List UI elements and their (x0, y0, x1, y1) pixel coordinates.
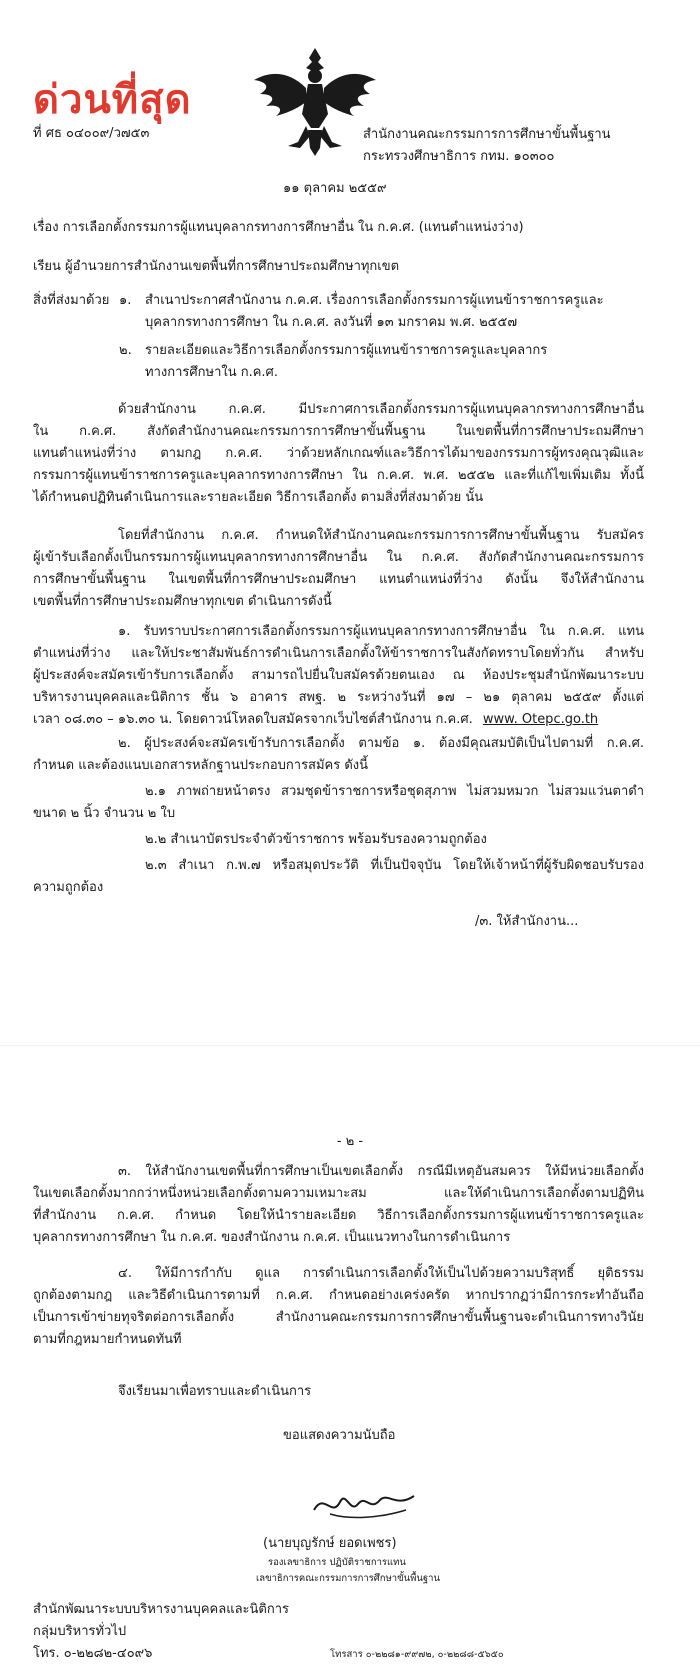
page-number: - ๒ - (336, 1134, 364, 1149)
org-name-line1: สำนักงานคณะกรรมการการศึกษาขั้นพื้นฐาน (363, 127, 611, 142)
sub-item-line: ๒.๑ ภาพถ่ายหน้าตรง สวมชุดข้าราชการหรือชุดสุภาพ ไม่สวมหมวก ไม่สวมแว่นตาดำ (145, 784, 644, 799)
page-divider (0, 1045, 700, 1046)
paragraph-line: กำหนด และต้องแนบเอกสารหลักฐานประกอบการสมัคร ดังนี้ (33, 758, 369, 773)
paragraph-line: บุคลากรทางการศึกษา ใน ก.ค.ศ. ของสำนักงาน ก.ค.ศ. เป็นแนวทางในการดำเนินการ (33, 1230, 511, 1245)
paragraph-line: เขตพื้นที่การศึกษาประถมศึกษาทุกเขต ดำเนินการดังนี้ (33, 594, 332, 609)
enclosure-item-2-line2: ทางการศึกษาใน ก.ค.ศ. (145, 365, 278, 380)
paragraph-line: บริหารงานบุคคลและนิติการ ชั้น ๖ อาคาร สพฐ. ๒ ระหว่างวันที่ ๑๗ – ๒๑ ตุลาคม ๒๕๕๙ ตั้งแต่ (33, 690, 644, 705)
paragraph-line: ด้วยสำนักงาน ก.ค.ศ. มีประกาศการเลือกตั้งกรรมการผู้แทนบุคลากรทางการศึกษาอื่น (118, 402, 644, 417)
sub-item-line: ๒.๒ สำเนาบัตรประจำตัวข้าราชการ พร้อมรับรองความถูกต้อง (145, 832, 487, 847)
paragraph-line: เป็นการเข้าข่ายทุจริตต่อการเลือกตั้ง สำนักงานคณะกรรมการการศึกษาขั้นพื้นฐานจะดำเนินการทางวินัย (33, 1310, 644, 1325)
website-link[interactable]: www. Otepc.go.th (482, 712, 599, 727)
enclosure-item-2-line1: รายละเอียดและวิธีการเลือกตั้งกรรมการผู้แทนข้าราชการครูและบุคลากร (145, 343, 548, 358)
paragraph-line: ๓. ให้สำนักงานเขตพื้นที่การศึกษาเป็นเขตเลือกตั้ง กรณีมีเหตุอันสมควร ให้มีหน่วยเลือกตั้ง (118, 1164, 644, 1179)
paragraph-line: ตำแหน่งที่ว่าง และให้ประชาสัมพันธ์การดำเนินการเลือกตั้งให้ข้าราชการในสังกัดทราบโดยทั่วกัน สำหรับ (33, 646, 644, 661)
paragraph-text: เวลา ๐๘.๓๐ – ๑๖.๓๐ น. โดยดาวน์โหลดใบสมัครจากเว็บไซต์สำนักงาน ก.ค.ศ. (33, 712, 473, 727)
paragraph-line: ๑. รับทราบประกาศการเลือกตั้งกรรมการผู้แทนบุคลากรทางการศึกษาอื่น ใน ก.ค.ศ. แทน (118, 624, 644, 639)
signer-position: เลขาธิการคณะกรรมการการศึกษาขั้นพื้นฐาน (256, 1573, 440, 1584)
enclosure-item-1-line1: สำเนาประกาศสำนักงาน ก.ค.ศ. เรื่องการเลือกตั้งกรรมการผู้แทนข้าราชการครูและ (145, 293, 604, 308)
enclosure-item-1-line2: บุคลากรทางการศึกษา ใน ก.ค.ศ. ลงวันที่ ๑๓ มกราคม พ.ศ. ๒๕๕๗ (145, 315, 518, 330)
org-name-line2: กระทรวงศึกษาธิการ กทม. ๑๐๓๐๐ (363, 149, 555, 164)
sub-item-line: ๒.๓ สำเนา ก.พ.๗ หรือสมุดประวัติ ที่เป็นปัจจุบัน โดยให้เจ้าหน้าที่ผู้รับผิดชอบรับรอง (145, 858, 644, 873)
footer-fax: โทรสาร ๐-๒๒๘๑-๙๙๗๒, ๐-๒๒๘๘-๕๖๕๐ (330, 1649, 504, 1660)
paragraph-line: ผู้ประสงค์จะสมัครเข้ารับการเลือกตั้ง สามารถไปยื่นใบสมัครด้วยตนเอง ณ ห้องประชุมสำนักพัฒนาระบบ (33, 668, 644, 683)
handwritten-signature (310, 1484, 420, 1524)
signer-name: (นายบุญรักษ์ ยอดเพชร) (263, 1536, 397, 1551)
sub-item-line: ความถูกต้อง (33, 880, 104, 895)
footer-office: สำนักพัฒนาระบบบริหารงานบุคคลและนิติการ (33, 1602, 290, 1617)
paragraph-line: การศึกษาขั้นพื้นฐาน ในเขตพื้นที่การศึกษาประถมศึกษา แทนตำแหน่งที่ว่าง ดังนั้น จึงให้สำนักงาน (33, 572, 644, 587)
paragraph-line: ได้กำหนดปฏิทินดำเนินการและรายละเอียด วิธีการเลือกตั้ง ตามสิ่งที่ส่งมาด้วย นั้น (33, 490, 484, 505)
paragraph-line: ใน ก.ค.ศ. สังกัดสำนักงานคณะกรรมการการศึกษาขั้นพื้นฐาน ในเขตพื้นที่การศึกษาประถมศึกษา (33, 424, 644, 439)
signer-position: รองเลขาธิการ ปฏิบัติราชการแทน (268, 1557, 406, 1568)
document-ref-number: ที่ ศธ ๐๔๐๐๙/ว๗๕๓ (33, 126, 150, 141)
enclosures-label: สิ่งที่ส่งมาด้วย (33, 293, 110, 308)
paragraph-line (33, 710, 598, 729)
footer-group: กลุ่มบริหารทั่วไป (33, 1624, 127, 1639)
garuda-emblem-icon (250, 42, 380, 162)
recipient-line: เรียน ผู้อำนวยการสำนักงานเขตพื้นที่การศึกษาประถมศึกษาทุกเขต (33, 259, 400, 274)
paragraph-line: แทนตำแหน่งที่ว่าง ตามกฎ ก.ค.ศ. ว่าด้วยหลักเกณฑ์และวิธีการได้มาของกรรมการผู้ทรงคุณวุฒิและ (33, 446, 644, 461)
closing-line: จึงเรียนมาเพื่อทราบและดำเนินการ (118, 1384, 312, 1399)
sub-item-line: ขนาด ๒ นิ้ว จำนวน ๒ ใบ (33, 806, 176, 821)
enclosure-number: ๑. (119, 293, 132, 308)
footer-tel: โทร. ๐-๒๒๘๒-๔๐๙๖ (33, 1646, 153, 1661)
paragraph-line: กรรมการผู้แทนข้าราชการครูและบุคลากรทางการศึกษา ใน ก.ค.ศ. พ.ศ. ๒๕๕๒ และที่แก้ไขเพิ่มเติม ทั้งนี้ (33, 468, 644, 483)
subject-line: เรื่อง การเลือกตั้งกรรมการผู้แทนบุคลากรทางการศึกษาอื่น ใน ก.ค.ศ. (แทนตำแหน่งว่าง) (33, 220, 524, 235)
enclosure-number: ๒. (119, 343, 132, 358)
paragraph-line: ถูกต้องตามกฎ และวิธีดำเนินการตามที่ ก.ค.ศ. กำหนดอย่างเคร่งครัด หากปรากฏว่ามีการกระทำอันถือ (33, 1288, 644, 1303)
regards-line: ขอแสดงความนับถือ (283, 1428, 396, 1443)
continued-marker: /๓. ให้สำนักงาน... (475, 914, 579, 929)
paragraph-line: ที่สำนักงาน ก.ค.ศ. กำหนด โดยให้นำรายละเอียด วิธีการเลือกตั้งกรรมการผู้แทนข้าราชการครูและ (33, 1208, 644, 1223)
paragraph-line: ผู้เข้ารับเลือกตั้งเป็นกรรมการผู้แทนบุคลากรทางการศึกษาอื่น ใน ก.ค.ศ. สังกัดสำนักงานคณะกรรมการ (33, 550, 644, 565)
paragraph-line: ในเขตเลือกตั้งมากกว่าหนึ่งหน่วยเลือกตั้งตามความเหมาะสม และให้ดำเนินการเลือกตั้งตามปฏิทิน (33, 1186, 644, 1201)
paragraph-line: ๔. ให้มีการกำกับ ดูแล การดำเนินการเลือกตั้งให้เป็นไปด้วยความบริสุทธิ์ ยุติธรรม (118, 1266, 644, 1281)
urgent-stamp: ด่วนที่สุด (33, 76, 192, 123)
paragraph-line: ตามที่กฎหมายกำหนดทันที (33, 1332, 182, 1347)
document-date: ๑๑ ตุลาคม ๒๕๕๙ (283, 181, 387, 196)
paragraph-line: โดยที่สำนักงาน ก.ค.ศ. กำหนดให้สำนักงานคณะกรรมการการศึกษาขั้นพื้นฐาน รับสมัคร (118, 528, 644, 543)
paragraph-line: ๒. ผู้ประสงค์จะสมัครเข้ารับการเลือกตั้ง ตามข้อ ๑. ต้องมีคุณสมบัติเป็นไปตามที่ ก.ค.ศ. (118, 736, 644, 751)
